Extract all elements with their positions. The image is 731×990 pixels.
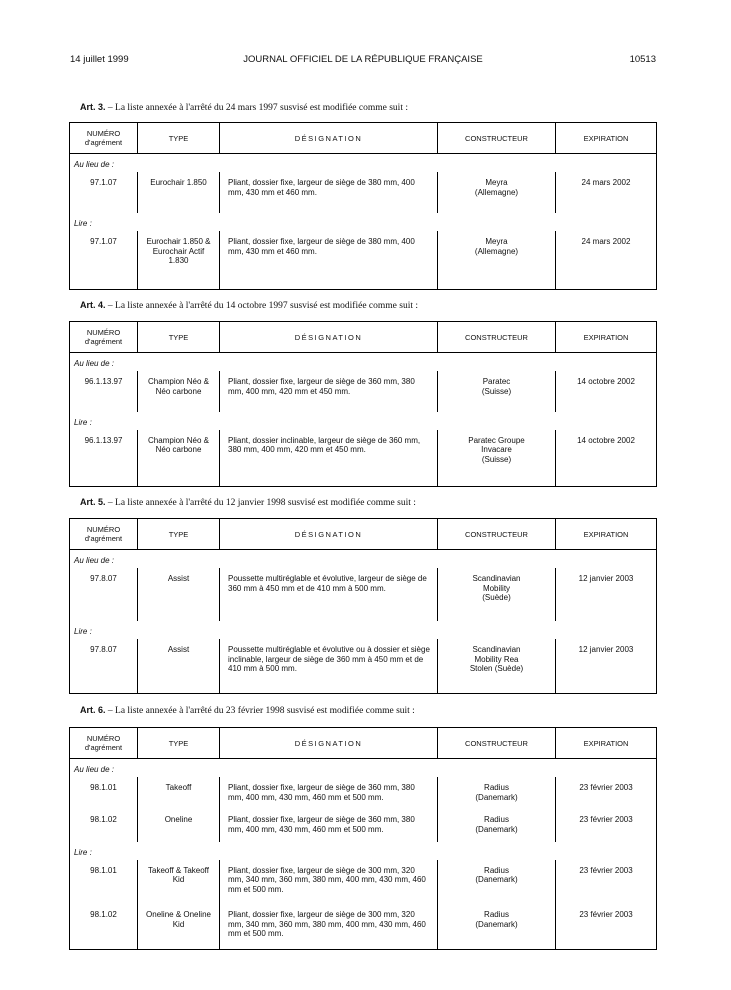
cell-constructeur: Paratec Groupe Invacare (Suisse) [438, 430, 556, 486]
table-row [70, 172, 657, 213]
article-intro [80, 497, 416, 508]
cell-type: Oneline [138, 809, 220, 841]
section-label: Au lieu de : [74, 359, 115, 368]
header-page-number: 10513 [629, 54, 656, 65]
cell-constructeur: Paratec (Suisse) [438, 371, 556, 412]
col-type: TYPE [138, 322, 220, 353]
table-row [70, 809, 657, 841]
section-label-row [70, 765, 657, 777]
cell-constructeur: Meyra (Allemagne) [438, 172, 556, 213]
article-text: – La liste annexée à l'arrêté du 23 février 1998 susvisé est modifiée comme suit : [105, 706, 415, 716]
article-text: – La liste annexée à l'arrêté du 24 mars 1997 susvisé est modifiée comme suit : [105, 103, 408, 113]
cell-type: Takeoff & Takeoff Kid [138, 860, 220, 905]
cell-type: Champion Néo & Néo carbone [138, 371, 220, 412]
col-constructeur: CONSTRUCTEUR [438, 322, 556, 353]
col-numero [70, 322, 138, 353]
section-label: Lire : [74, 847, 92, 857]
table-row [70, 371, 657, 412]
cell-expiration: 24 mars 2002 [556, 172, 657, 213]
table-row [70, 568, 657, 621]
cell-expiration: 12 janvier 2003 [556, 568, 657, 621]
col-designation: DÉSIGNATION [220, 123, 438, 154]
cell-constructeur: Radius (Danemark) [438, 809, 556, 841]
cell-expiration: 23 février 2003 [556, 809, 657, 841]
header-date: 14 juillet 1999 [70, 54, 129, 65]
cell-type: Assist [138, 639, 220, 692]
cell-expiration: 23 février 2003 [556, 777, 657, 809]
cell-designation: Pliant, dossier fixe, largeur de siège de 380 mm, 400 mm, 430 mm et 460 mm. [220, 231, 438, 288]
col-expiration: EXPIRATION [556, 728, 657, 759]
col-constructeur: CONSTRUCTEUR [438, 728, 556, 759]
filler-cell [70, 486, 657, 487]
section-label: Au lieu de : [74, 556, 115, 565]
section-label-row [70, 627, 657, 639]
cell-constructeur: Meyra (Allemagne) [438, 231, 556, 288]
col-agrement-label: d'agrément [84, 138, 123, 147]
section-label-row [70, 418, 657, 430]
cell-constructeur: Scandinavian Mobility (Suède) [438, 568, 556, 621]
cell-designation: Pliant, dossier fixe, largeur de siège de 360 mm, 380 mm, 400 mm, 430 mm, 460 mm et 500 mm. [220, 777, 438, 809]
filler-row [70, 693, 657, 694]
cell-type: Champion Néo & Néo carbone [138, 430, 220, 486]
header-title: JOURNAL OFFICIEL DE LA RÉPUBLIQUE FRANÇAISE [243, 54, 483, 65]
cell-numero: 97.8.07 [90, 574, 117, 583]
col-constructeur: CONSTRUCTEUR [438, 519, 556, 550]
col-numero-label: NUMÉRO [86, 734, 121, 743]
col-type: TYPE [138, 123, 220, 154]
col-designation: DÉSIGNATION [220, 728, 438, 759]
article-intro [80, 300, 418, 311]
section-label: Au lieu de : [74, 765, 115, 774]
col-numero [70, 123, 138, 154]
article-text: – La liste annexée à l'arrêté du 12 janvier 1998 susvisé est modifiée comme suit : [105, 498, 416, 508]
cell-numero: 98.1.02 [90, 815, 117, 825]
article-number: Art. 6. [80, 705, 106, 715]
cell-numero: 97.8.07 [90, 645, 117, 655]
filler-row [70, 949, 657, 950]
cell-expiration: 14 octobre 2002 [556, 430, 657, 486]
section-label: Lire : [74, 417, 92, 427]
cell-type: Assist [138, 568, 220, 621]
cell-expiration: 23 février 2003 [556, 904, 657, 949]
filler-cell [70, 949, 657, 950]
article-table [69, 122, 657, 290]
filler-row [70, 486, 657, 487]
col-agrement-label: d'agrément [84, 534, 123, 543]
cell-numero: 97.1.07 [90, 178, 117, 187]
col-numero-label: NUMÉRO [86, 129, 121, 138]
cell-designation: Pliant, dossier inclinable, largeur de siège de 360 mm, 380 mm, 400 mm, 420 mm et 450 mm. [220, 430, 438, 486]
cell-expiration: 14 octobre 2002 [556, 371, 657, 412]
article-table [69, 321, 657, 487]
table-row [70, 639, 657, 692]
table-header-row [70, 322, 657, 353]
table-row [70, 777, 657, 809]
col-numero-label: NUMÉRO [86, 525, 121, 534]
section-label: Lire : [74, 219, 92, 229]
article-intro [80, 102, 408, 113]
cell-expiration: 12 janvier 2003 [556, 639, 657, 692]
cell-type: Takeoff [138, 777, 220, 809]
cell-designation: Pliant, dossier fixe, largeur de siège de 380 mm, 400 mm, 430 mm et 460 mm. [220, 172, 438, 213]
filler-row [70, 289, 657, 290]
cell-designation: Pliant, dossier fixe, largeur de siège de 300 mm, 320 mm, 340 mm, 360 mm, 380 mm, 400 mm, 430 mm, 460 mm et 500 mm. [220, 860, 438, 905]
section-label-row [70, 848, 657, 860]
col-designation: DÉSIGNATION [220, 519, 438, 550]
col-type: TYPE [138, 519, 220, 550]
cell-constructeur: Radius (Danemark) [438, 860, 556, 905]
cell-designation: Pliant, dossier fixe, largeur de siège de 360 mm, 380 mm, 400 mm, 420 mm et 450 mm. [220, 371, 438, 412]
section-label: Au lieu de : [74, 160, 115, 169]
col-constructeur: CONSTRUCTEUR [438, 123, 556, 154]
cell-numero: 98.1.01 [90, 865, 117, 875]
cell-numero: 98.1.01 [90, 783, 117, 792]
table-row [70, 231, 657, 288]
cell-designation: Poussette multiréglable et évolutive ou à dossier et siège inclinable, largeur de siège de 360 mm à 450 mm et de 410 mm à 500 mm. [220, 639, 438, 692]
page-header [70, 54, 656, 68]
cell-expiration: 23 février 2003 [556, 860, 657, 905]
cell-constructeur: Radius (Danemark) [438, 904, 556, 949]
col-designation: DÉSIGNATION [220, 322, 438, 353]
article-intro [80, 705, 415, 716]
cell-designation: Poussette multiréglable et évolutive, largeur de siège de 360 mm à 450 mm et de 410 mm à 500 mm. [220, 568, 438, 621]
table-row [70, 904, 657, 949]
col-expiration: EXPIRATION [556, 322, 657, 353]
article-number: Art. 4. [80, 300, 106, 310]
table-header-row [70, 728, 657, 759]
cell-expiration: 24 mars 2002 [556, 231, 657, 288]
filler-cell [70, 693, 657, 694]
cell-type: Eurochair 1.850 & Eurochair Actif 1.830 [138, 231, 220, 288]
table-row [70, 430, 657, 486]
article-number: Art. 3. [80, 102, 106, 112]
cell-constructeur: Scandinavian Mobility Rea Stolen (Suède) [438, 639, 556, 692]
cell-numero: 98.1.02 [90, 910, 117, 920]
cell-numero: 96.1.13.97 [84, 435, 123, 445]
cell-constructeur: Radius (Danemark) [438, 777, 556, 809]
col-numero [70, 519, 138, 550]
table-row [70, 860, 657, 905]
filler-cell [70, 289, 657, 290]
cell-numero: 96.1.13.97 [84, 377, 123, 386]
col-type: TYPE [138, 728, 220, 759]
section-label-row [70, 160, 657, 172]
section-label-row [70, 359, 657, 371]
col-expiration: EXPIRATION [556, 519, 657, 550]
cell-type: Eurochair 1.850 [138, 172, 220, 213]
table-header-row [70, 123, 657, 154]
table-header-row [70, 519, 657, 550]
article-text: – La liste annexée à l'arrêté du 14 octobre 1997 susvisé est modifiée comme suit : [105, 301, 418, 311]
article-table [69, 727, 657, 950]
article-number: Art. 5. [80, 497, 106, 507]
section-label: Lire : [74, 627, 92, 637]
cell-type: Oneline & Oneline Kid [138, 904, 220, 949]
col-numero [70, 728, 138, 759]
section-label-row [70, 219, 657, 231]
col-expiration: EXPIRATION [556, 123, 657, 154]
col-agrement-label: d'agrément [84, 743, 123, 752]
article-table [69, 518, 657, 694]
section-label-row [70, 556, 657, 568]
cell-designation: Pliant, dossier fixe, largeur de siège de 300 mm, 320 mm, 340 mm, 360 mm, 380 mm, 400 mm, 430 mm, 460 mm et 500 mm. [220, 904, 438, 949]
col-numero-label: NUMÉRO [86, 328, 121, 337]
cell-numero: 97.1.07 [90, 237, 117, 247]
cell-designation: Pliant, dossier fixe, largeur de siège de 360 mm, 380 mm, 400 mm, 430 mm, 460 mm et 500 mm. [220, 809, 438, 841]
col-agrement-label: d'agrément [84, 337, 123, 346]
